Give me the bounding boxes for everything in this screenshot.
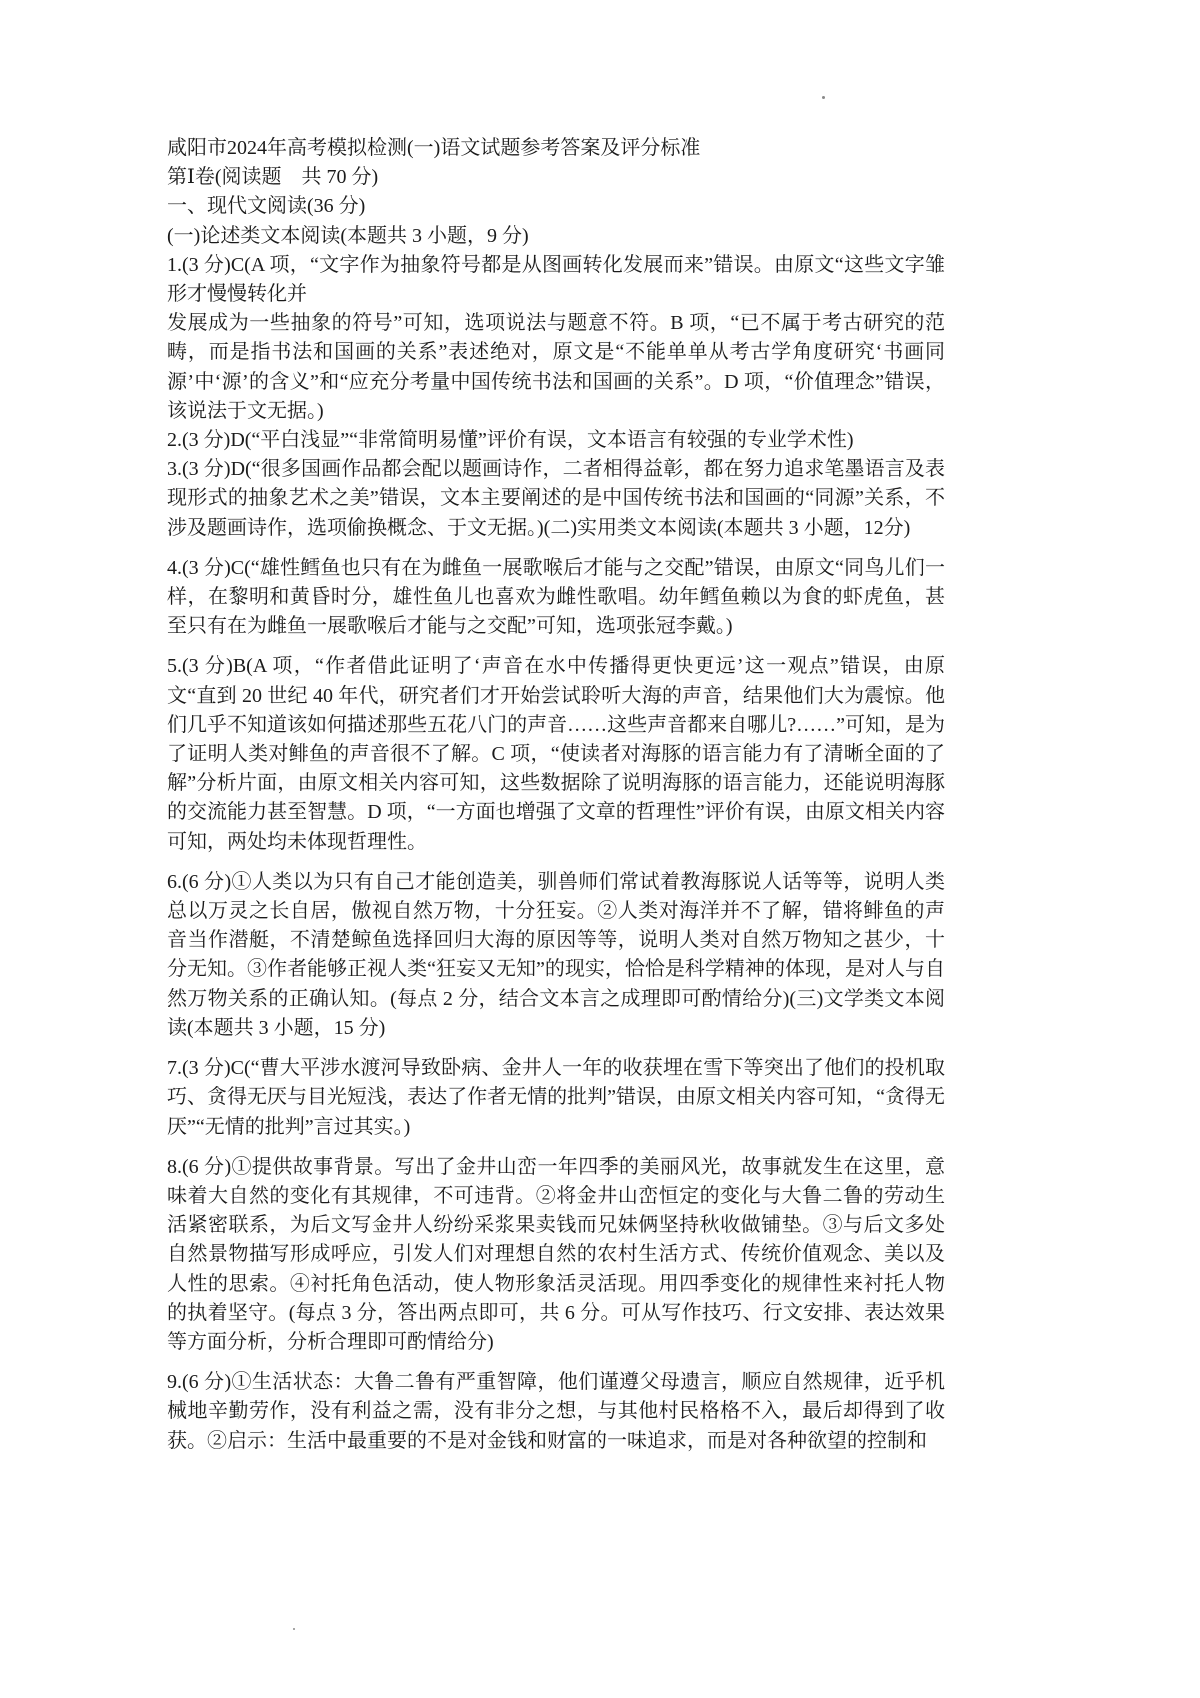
section-header: 一、现代文阅读(36 分) [167, 195, 366, 218]
answer-1-part-2: 发展成为一些抽象的符号”可知，选项说法与题意不符。B 项，“已不属于考古研究的范畴，而是指书法和国画的关系”表述绝对，原文是“不能单单从考古学角度研究‘书画同源’中‘源’的含义”和“应充分考量中国传统书法和国画的关系”。D 项，“价值理念”错误，该说法于文无据。) [167, 312, 945, 422]
scan-artifact-dot-top [822, 96, 825, 99]
answer-7: 7.(3 分)C(“曹大平涉水渡河导致卧病、金井人一年的收获埋在雪下等突出了他们的投机取巧、贪得无厌与目光短浅，表达了作者无情的批判”错误，由原文相关内容可知，“贪得无厌”“无情的批判”言过其实。) [167, 1057, 945, 1138]
subsection-header: (一)论述类文本阅读(本题共 3 小题，9 分) [167, 224, 529, 247]
answer-9: 9.(6 分)①生活状态：大鲁二鲁有严重智障，他们谨遵父母遗言，顺应自然规律，近乎机械地辛勤劳作，没有利益之需，没有非分之想，与其他村民格格不入，最后却得到了收获。②启示：生活中最重要的不是对金钱和财富的一味追求，而是对各种欲望的控制和 [167, 1371, 945, 1452]
answer-1-part-1: 1.(3 分)C(A 项，“文字作为抽象符号都是从图画转化发展而来”错误。由原文“这些文字雏形才慢慢转化并 [167, 253, 945, 306]
answer-4: 4.(3 分)C(“雄性鳕鱼也只有在为雌鱼一展歌喉后才能与之交配”错误，由原文“同鸟儿们一样，在黎明和黄昏时分，雄性鱼儿也喜欢为雌性歌唱。幼年鳕鱼赖以为食的虾虎鱼，甚至只有在为雌鱼一展歌喉后才能与之交配”可知，选项张冠李戴。) [167, 556, 945, 638]
volume-header: 第Ⅰ卷(阅读题 共 70 分) [167, 166, 379, 189]
answer-5: 5.(3 分)B(A 项，“作者借此证明了‘声音在水中传播得更快更远’这一观点”错误，由原文“直到 20 世纪 40 年代，研究者们才开始尝试聆听大海的声音，结果他们大为震惊。他们几乎不知道该如何描述那些五花八门的声音……这些声音都来自哪儿?……”可知，是为了证明人类对鲱鱼的声音很不了解。C 项，“使读者对海豚的语言能力有了清晰全面的了解”分析片面，由原文相关内容可知，这些数据除了说明海豚的语言能力，还能说明海豚的交流能力甚至智慧。D 项，“一方面也增强了文章的哲理性”评价有误，由原文相关内容可知，两处均未体现哲理性。 [167, 655, 945, 853]
answer-3: 3.(3 分)D(“很多国画作品都会配以题画诗作，二者相得益彰，都在努力追求笔墨语言及表现形式的抽象艺术之美”错误，文本主要阐述的是中国传统书法和国画的“同源”关系，不涉及题画诗作，选项偷换概念、于文无据。)(二)实用类文本阅读(本题共 3 小题，12分) [167, 458, 945, 539]
scan-artifact-dot-bottom [293, 1628, 295, 1630]
document-title: 咸阳市2024年高考模拟检测(一)语文试题参考答案及评分标准 [167, 137, 701, 159]
document-content [167, 134, 945, 1456]
answer-6: 6.(6 分)①人类以为只有自己才能创造美，驯兽师们常试着教海豚说人话等等，说明人类总以万灵之长自居，傲视自然万物，十分狂妄。②人类对海洋并不了解，错将鲱鱼的声音当作潜艇，不清楚鲸鱼选择回归大海的原因等等，说明人类对自然万物知之甚少，十分无知。③作者能够正视人类“狂妄又无知”的现实，恰恰是科学精神的体现，是对人与自然万物关系的正确认知。(每点 2 分，结合文本言之成理即可酌情给分)(三)文学类文本阅读(本题共 3 小题，15 分) [167, 870, 945, 1039]
answer-2: 2.(3 分)D(“平白浅显”“非常简明易懂”评价有误，文本语言有较强的专业学术性) [167, 429, 854, 452]
answer-8: 8.(6 分)①提供故事背景。写出了金井山峦一年四季的美丽风光，故事就发生在这里，意味着大自然的变化有其规律，不可违背。②将金井山峦恒定的变化与大鲁二鲁的劳动生活紧密联系，为后文写金井人纷纷采浆果卖钱而兄妹俩坚持秋收做铺垫。③与后文多处自然景物描写形成呼应，引发人们对理想自然的农村生活方式、传统价值观念、美以及人性的思索。④衬托角色活动，使人物形象活灵活现。用四季变化的规律性来衬托人物的执着坚守。(每点 3 分，答出两点即可，共 6 分。可从写作技巧、行文安排、表达效果等方面分析，分析合理即可酌情给分) [167, 1155, 945, 1353]
